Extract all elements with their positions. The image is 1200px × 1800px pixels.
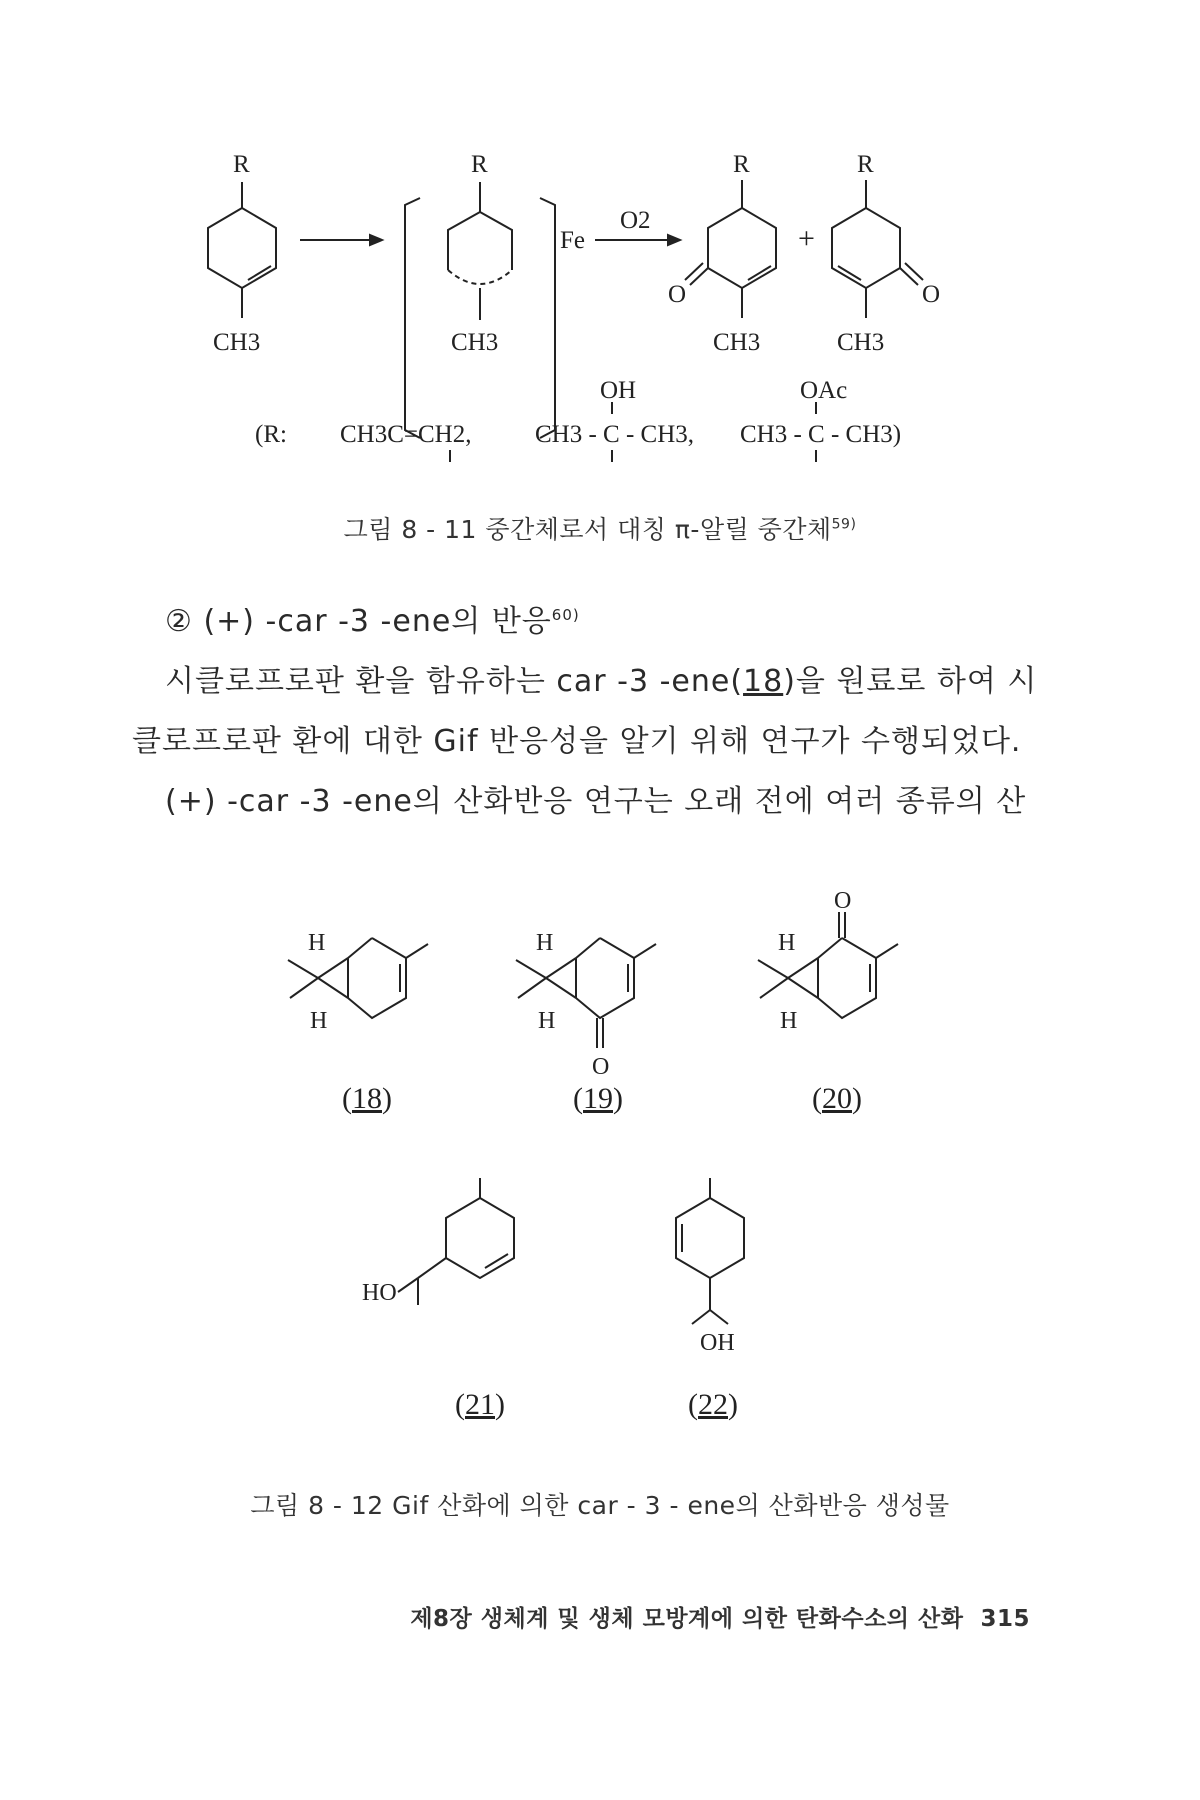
- r-label: R: [471, 151, 488, 178]
- figure-caption-8-12: [0, 1486, 1200, 1522]
- carvone-product-2: [832, 180, 923, 318]
- methyl-label: CH3: [713, 329, 761, 356]
- reference-number: 60): [551, 606, 580, 624]
- oxygen-label: O: [668, 281, 687, 308]
- r-definition-open: (R:: [255, 421, 287, 448]
- hydrogen-label: H: [780, 1008, 798, 1034]
- oac-group-label: OAc: [800, 377, 848, 404]
- hydrogen-label: H: [536, 930, 554, 956]
- oxygen-label: O: [592, 1054, 610, 1080]
- fe-label: Fe: [560, 227, 585, 254]
- compound-label-22: (22): [688, 1388, 738, 1421]
- compound-label-21: (21): [455, 1388, 505, 1421]
- compound-label-19: (19): [573, 1082, 623, 1115]
- figure-caption-text: 중간체로서 대칭 π-알릴 중간체: [485, 515, 832, 544]
- hydrogen-label: H: [778, 930, 796, 956]
- oh-group-label: OH: [600, 377, 637, 404]
- hydrogen-label: H: [308, 930, 326, 956]
- reference-number: 59): [831, 516, 857, 533]
- r-option-1: CH3C=CH2,: [340, 421, 472, 448]
- structures-figure: [0, 880, 1200, 1440]
- text-run: 시클로프로판 환을 함유하는 car -3 -ene(: [165, 664, 744, 699]
- section-heading: [165, 596, 580, 640]
- compound-22-structure: [676, 1178, 744, 1324]
- compound-label-20: (20): [812, 1082, 862, 1115]
- compound-ref: 18: [743, 664, 784, 699]
- figure-label: 그림 8 - 12: [250, 1491, 384, 1520]
- oxygen-label: O: [834, 888, 852, 914]
- page-footer: [410, 1600, 1030, 1633]
- figure-label: 그림 8 - 11: [343, 515, 477, 544]
- section-title: (+) -car -3 -ene의 반응: [203, 604, 552, 639]
- hydroxyl-label: HO: [362, 1280, 397, 1306]
- text-run: )을 원료로 하여 시: [783, 664, 1038, 699]
- oxygen-label: O: [922, 281, 941, 308]
- r-option-2: CH3 - C - CH3,: [535, 421, 695, 448]
- reaction-scheme: [0, 120, 1200, 490]
- compound-20-structure: [758, 912, 898, 1018]
- pi-allyl-intermediate: [405, 182, 555, 438]
- r-option-3: CH3 - C - CH3): [740, 421, 902, 448]
- chapter-title: 제8장 생체계 및 생체 모방계에 의한 탄화수소의 산화: [410, 1606, 964, 1632]
- carvone-product-1: [685, 180, 776, 318]
- plus-sign: +: [798, 222, 815, 255]
- compound-21-structure: [398, 1178, 514, 1305]
- hydrogen-label: H: [310, 1008, 328, 1034]
- figure-caption-text: Gif 산화에 의한 car - 3 - ene의 산화반응 생성물: [392, 1491, 950, 1520]
- methyl-label: CH3: [213, 329, 261, 356]
- methyl-label: CH3: [837, 329, 885, 356]
- limonene-structure: [208, 182, 276, 318]
- r-label: R: [233, 151, 250, 178]
- r-label: R: [733, 151, 750, 178]
- paragraph-line-1: [165, 656, 1037, 700]
- hydrogen-label: H: [538, 1008, 556, 1034]
- hydroxyl-label: OH: [700, 1330, 735, 1356]
- r-label: R: [857, 151, 874, 178]
- section-marker: ②: [165, 604, 193, 639]
- page-number: 315: [980, 1606, 1030, 1632]
- o2-reagent: O2: [620, 207, 651, 234]
- methyl-label: CH3: [451, 329, 499, 356]
- figure-caption-8-11: [0, 510, 1200, 546]
- paragraph-line-3: (+) -car -3 -ene의 산화반응 연구는 오래 전에 여러 종류의 산: [165, 784, 1027, 819]
- compound-label-18: (18): [342, 1082, 392, 1115]
- paragraph-line-2: 클로프로판 환에 대한 Gif 반응성을 알기 위해 연구가 수행되었다.: [132, 724, 1022, 759]
